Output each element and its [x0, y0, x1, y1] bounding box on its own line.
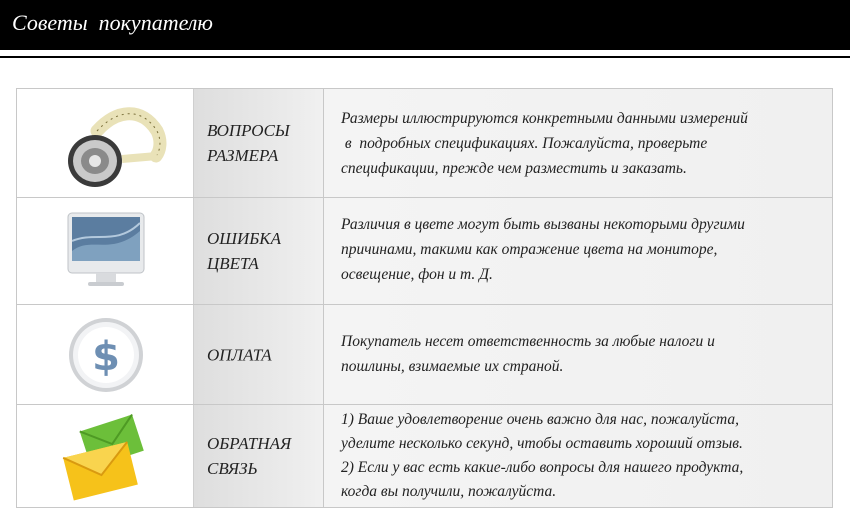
tip-row-size — [17, 89, 832, 198]
page-title: Советы покупателю — [12, 10, 213, 35]
tip-label-line: ОПЛАТА — [207, 345, 272, 364]
header-bar — [0, 0, 850, 50]
tip-description-line: Покупатель несет ответственность за любые налоги и — [341, 333, 715, 350]
tip-description-line: освещение, фон и т. Д. — [341, 266, 493, 283]
envelope-icon — [61, 411, 151, 501]
icon-cell — [17, 305, 194, 404]
tip-label-line: ЦВЕТА — [207, 254, 259, 273]
tip-label — [207, 431, 322, 481]
tip-label-line: ОШИБКА — [207, 229, 281, 248]
tip-label-line: РАЗМЕРА — [207, 146, 279, 165]
label-cell — [194, 305, 324, 404]
description-cell — [324, 405, 832, 507]
description-cell — [324, 305, 832, 404]
tip-label-line: ВОПРОСЫ — [207, 121, 290, 140]
tip-description-line: уделите несколько секунд, чтобы оставить хороший отзыв. — [341, 435, 743, 452]
tip-description-line: в подробных спецификациях. Пожалуйста, проверьте — [341, 135, 708, 152]
tips-table — [16, 88, 833, 508]
tip-description-line: пошлины, взимаемые их страной. — [341, 358, 564, 375]
tip-label — [207, 342, 322, 367]
description-cell — [324, 198, 832, 304]
svg-text:$: $ — [92, 334, 120, 380]
label-cell — [194, 89, 324, 197]
dollar-icon — [66, 315, 146, 395]
tip-description — [341, 212, 822, 287]
tip-description-line: 2) Если у вас есть какие-либо вопросы для нашего продукта, — [341, 459, 744, 476]
tip-label — [207, 226, 322, 276]
label-cell — [194, 405, 324, 507]
tip-description-line: спецификации, прежде чем разместить и заказать. — [341, 160, 687, 177]
tip-row-payment — [17, 305, 832, 405]
tip-description-line: Размеры иллюстрируются конкретными данными измерений — [341, 110, 748, 127]
tip-description — [341, 408, 822, 504]
measuring-tape-icon — [62, 101, 172, 191]
tip-row-color — [17, 198, 832, 305]
description-cell — [324, 89, 832, 197]
tip-label-line: СВЯЗЬ — [207, 459, 258, 478]
tip-description — [341, 329, 822, 379]
tip-description — [341, 106, 822, 181]
label-cell — [194, 198, 324, 304]
tip-description-line: 1) Ваше удовлетворение очень важно для нас, пожалуйста, — [341, 411, 739, 428]
tip-label — [207, 118, 322, 168]
monitor-icon — [66, 211, 146, 291]
icon-cell — [17, 89, 194, 197]
icon-cell — [17, 198, 194, 304]
tip-row-feedback — [17, 405, 832, 507]
tip-description-line: Различия в цвете могут быть вызваны некоторыми другими — [341, 216, 745, 233]
tip-label-line: ОБРАТНАЯ — [207, 434, 292, 453]
icon-cell — [17, 405, 194, 507]
tip-description-line: когда вы получили, пожалуйста. — [341, 483, 557, 500]
tip-description-line: причинами, такими как отражение цвета на мониторе, — [341, 241, 718, 258]
header-divider — [0, 56, 850, 58]
